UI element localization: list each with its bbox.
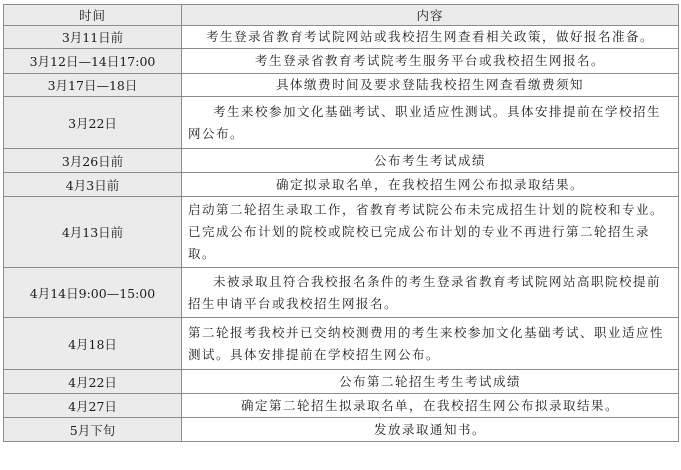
row-content: 确定第二轮招生拟录取名单，在我校招生网公布拟录取结果。 [182,394,679,418]
table-row [4,394,679,418]
row-content: 启动第二轮招生录取工作，省教育考试院公布未完成招生计划的院校和专业。已完成公布计划的院校或院校已完成公布计划的专业不再进行第二轮招生录取。 [182,197,679,268]
table-row [4,49,679,74]
row-time: 4月13日前 [4,197,182,268]
row-content: 具体缴费时间及要求登陆我校招生网查看缴费须知 [182,74,679,97]
row-time: 4月14日9:00—15:00 [4,268,182,318]
row-time: 4月22日 [4,370,182,394]
row-time: 4月27日 [4,394,182,418]
table-row [4,74,679,97]
schedule-table [3,4,679,442]
row-content: 考生登录省教育考试院考生服务平台或我校招生网报名。 [182,49,679,74]
row-content: 公布考生考试成绩 [182,149,679,173]
row-content: 考生来校参加文化基础考试、职业适应性测试。具体安排提前在学校招生网公布。 [182,97,679,149]
row-content: 考生登录省教育考试院网站或我校招生网查看相关政策，做好报名准备。 [182,26,679,49]
table-row [4,173,679,197]
header-content: 内容 [182,5,679,26]
table-header-row [4,5,679,26]
header-time: 时间 [4,5,182,26]
row-time: 3月17日—18日 [4,74,182,97]
row-content: 第二轮报考我校并已交纳校测费用的考生来校参加文化基础考试、职业适应性测试。具体安排提前在学校招生网公布。 [182,318,679,370]
row-content: 确定拟录取名单，在我校招生网公布拟录取结果。 [182,173,679,197]
table-row [4,370,679,394]
row-time: 3月12日—14日17:00 [4,49,182,74]
table-row [4,97,679,149]
table-row [4,318,679,370]
row-content: 未被录取且符合我校报名条件的考生登录省教育考试院网站高职院校提前招生申请平台或我校招生网报名。 [182,268,679,318]
row-time: 3月26日前 [4,149,182,173]
row-time: 3月22日 [4,97,182,149]
row-content: 公布第二轮招生考生考试成绩 [182,370,679,394]
row-time: 4月18日 [4,318,182,370]
row-content: 发放录取通知书。 [182,418,679,442]
table-row [4,149,679,173]
row-time: 3月11日前 [4,26,182,49]
table-row [4,268,679,318]
row-time: 4月3日前 [4,173,182,197]
table-row [4,418,679,442]
table-row [4,26,679,49]
row-time: 5月下旬 [4,418,182,442]
table-row [4,197,679,268]
